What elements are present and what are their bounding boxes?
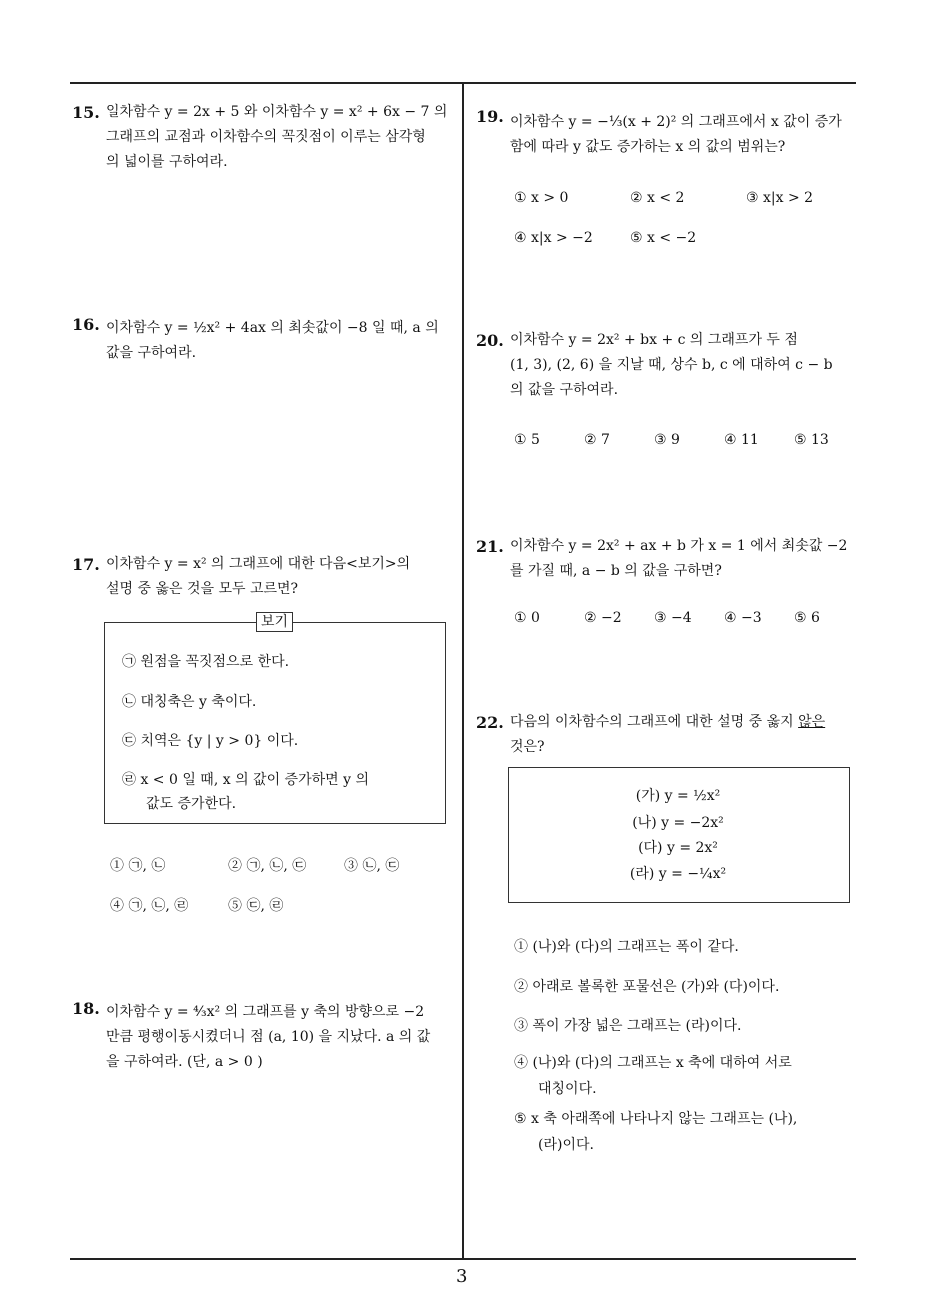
question-text-line: 이차함수 y = −⅓(x + 2)² 의 그래프에서 x 값이 증가 [510, 114, 842, 130]
answer-option[interactable]: ① x > 0 [514, 190, 569, 206]
answer-option[interactable]: ③ 9 [654, 432, 680, 448]
question-text-line: 이차함수 y = x² 의 그래프에 대한 다음<보기>의 [106, 556, 411, 572]
question-number: 15. [72, 103, 100, 122]
question-text-line: 이차함수 y = ½x² + 4ax 의 최솟값이 −8 일 때, a 의 [106, 320, 439, 336]
answer-option[interactable]: ⑤ 6 [794, 610, 820, 626]
answer-option[interactable]: ② ㉠, ㉡, ㉢ [228, 858, 307, 874]
question-15 [72, 100, 458, 175]
answer-option[interactable]: ⑤ x 축 아래쪽에 나타나지 않는 그래프는 (나), [514, 1111, 798, 1127]
question-number: 19. [476, 107, 504, 126]
answer-option[interactable]: ④ (나)와 (다)의 그래프는 x 축에 대하여 서로 [514, 1055, 792, 1071]
answer-option[interactable]: ① 0 [514, 610, 540, 626]
question-text-line: 만큼 평행이동시켰더니 점 (a, 10) 을 지났다. a 의 값 [106, 1029, 431, 1045]
function-item: (다) y = 2x² [638, 840, 718, 856]
question-text-line: 을 구하여라. (단, a > 0 ) [106, 1054, 263, 1070]
answer-option[interactable]: ③ −4 [654, 610, 692, 626]
bogi-item: ㉣ x < 0 일 때, x 의 값이 증가하면 y 의 [122, 772, 369, 788]
bogi-item: ㉢ 치역은 {y | y > 0} 이다. [122, 733, 299, 749]
answer-option[interactable]: ① 5 [514, 432, 540, 448]
answer-option[interactable]: ② x < 2 [630, 190, 685, 206]
question-22 [476, 710, 862, 760]
answer-option[interactable]: ③ x|x > 2 [746, 190, 814, 206]
answer-option[interactable]: ④ −3 [724, 610, 762, 626]
question-text-line: 값을 구하여라. [106, 345, 197, 361]
answer-option-continuation: (라)이다. [538, 1137, 594, 1153]
question-text-line: (1, 3), (2, 6) 을 지날 때, 상수 b, c 에 대하여 c − b [510, 357, 833, 373]
question-text-line: 함에 따라 y 값도 증가하는 x 의 값의 범위는? [510, 139, 786, 155]
underlined-word: 않은 [798, 714, 826, 730]
question-number: 22. [476, 713, 504, 732]
question-number: 16. [72, 315, 100, 334]
answer-option[interactable]: ⑤ x < −2 [630, 230, 697, 246]
question-number: 20. [476, 331, 504, 350]
question-text-line [510, 710, 862, 735]
question-number: 17. [72, 555, 100, 574]
column-divider [462, 82, 464, 1260]
question-19 [476, 104, 862, 160]
bogi-item: ㉡ 대칭축은 y 축이다. [122, 694, 257, 710]
answer-option[interactable]: ④ x|x > −2 [514, 230, 593, 246]
question-text-line: 그래프의 교점과 이차함수의 꼭짓점이 이루는 삼각형 [106, 129, 426, 145]
question-text-line: 설명 중 옳은 것을 모두 고르면? [106, 581, 299, 597]
question-text-line: 이차함수 y = ⁴⁄₃x² 의 그래프를 y 축의 방향으로 −2 [106, 1004, 425, 1020]
question-text-line: 의 값을 구하여라. [510, 382, 619, 398]
bogi-label: 보기 [256, 612, 293, 632]
page-number: 3 [456, 1266, 468, 1287]
question-text-line: 이차함수 y = 2x² + ax + b 가 x = 1 에서 최솟값 −2 [510, 538, 848, 554]
answer-option[interactable]: ⑤ 13 [794, 432, 829, 448]
question-18 [72, 996, 458, 1075]
answer-option[interactable]: ② −2 [584, 610, 622, 626]
question-text-line: 일차함수 y = 2x + 5 와 이차함수 y = x² + 6x − 7 의 [106, 104, 448, 120]
function-item: (가) y = ½x² [635, 788, 721, 804]
function-item: (라) y = −¼x² [629, 866, 727, 882]
answer-option[interactable]: ⑤ ㉢, ㉣ [228, 898, 284, 914]
question-text-line: 의 넓이를 구하여라. [106, 154, 228, 170]
bogi-item: 값도 증가한다. [146, 796, 237, 812]
answer-option[interactable]: ④ 11 [724, 432, 759, 448]
question-text-line: 이차함수 y = 2x² + bx + c 의 그래프가 두 점 [510, 332, 798, 348]
question-text: 다음의 이차함수의 그래프에 대한 설명 중 옳지 [510, 714, 799, 730]
question-17 [72, 552, 458, 602]
question-number: 21. [476, 537, 504, 556]
bottom-rule [70, 1258, 856, 1260]
question-number: 18. [72, 999, 100, 1018]
bogi-item: ㉠ 원점을 꼭짓점으로 한다. [122, 654, 290, 670]
question-text-line: 것은? [510, 739, 545, 755]
answer-option[interactable]: ① (나)와 (다)의 그래프는 폭이 같다. [514, 939, 739, 955]
answer-option[interactable]: ② 7 [584, 432, 610, 448]
question-20 [476, 328, 862, 403]
answer-option[interactable]: ① ㉠, ㉡ [110, 858, 166, 874]
question-21 [476, 534, 862, 584]
answer-option[interactable]: ④ ㉠, ㉡, ㉣ [110, 898, 189, 914]
question-16 [72, 312, 458, 366]
answer-option[interactable]: ③ 폭이 가장 넓은 그래프는 (라)이다. [514, 1018, 742, 1034]
answer-option[interactable]: ② 아래로 볼록한 포물선은 (가)와 (다)이다. [514, 979, 780, 995]
function-item: (나) y = −2x² [632, 815, 724, 831]
question-text-line: 를 가질 때, a − b 의 값을 구하면? [510, 563, 722, 579]
answer-option[interactable]: ③ ㉡, ㉢ [344, 858, 400, 874]
answer-option-continuation: 대칭이다. [538, 1081, 597, 1097]
